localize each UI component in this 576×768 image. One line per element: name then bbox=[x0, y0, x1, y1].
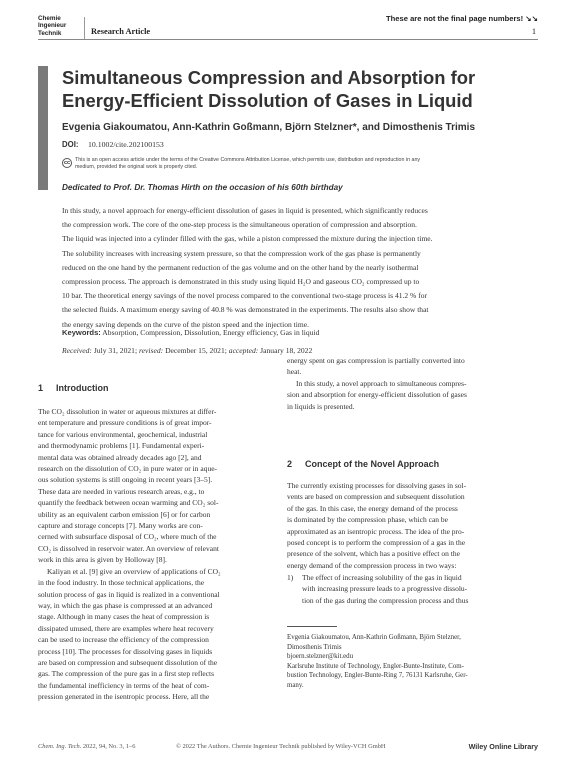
citation-details: 2022, 94, No. 3, 1–6 bbox=[81, 743, 136, 750]
text-line: approximated as an isentropic process. The idea of the pro- bbox=[287, 526, 465, 536]
title-line: Energy-Efficient Dissolution of Gases in Liquid bbox=[62, 90, 473, 111]
text-line: pression generated in the isentropic process. Here, all the bbox=[38, 692, 210, 702]
license-line: This is an open access article under the terms of the Creative Commons Attribution License, which permits use, distribution and reproduction in any bbox=[75, 157, 421, 163]
right-column-intro-continuation bbox=[287, 355, 537, 412]
text-line: In this study, a novel approach to simultaneous compres- bbox=[296, 378, 467, 388]
abstract-line: 10 bar. The theoretical energy savings of the novel process compared to the conventional two-stage process is 41.2 % for bbox=[62, 291, 428, 301]
section-number: 1 bbox=[38, 383, 44, 393]
dedication: Dedicated to Prof. Dr. Thomas Hirth on the occasion of his 60th birthday bbox=[62, 183, 343, 192]
revised-date: December 15, 2021; bbox=[163, 346, 229, 355]
text-line: work in this area is given by Holloway [8]. bbox=[38, 555, 167, 565]
text-line: research on the dissolution of CO₂ in pure water or in aque- bbox=[38, 464, 218, 474]
author-affiliation-footnote bbox=[287, 633, 537, 690]
header-rule bbox=[38, 39, 538, 40]
text-line: ent temperature and pressure conditions is of great impor- bbox=[38, 418, 212, 428]
text-line: quantify the feedback between ocean warming and CO₂ sol- bbox=[38, 498, 219, 508]
section-heading-introduction bbox=[38, 383, 109, 393]
license-line: medium, provided the original work is properly cited. bbox=[75, 164, 198, 171]
text-line: posed concept is to perform the compression of a gas in the bbox=[287, 538, 466, 548]
footnote-line: Dimosthenis Trimis bbox=[287, 643, 342, 651]
footnote-line: bustion Technology, Engler-Bunte-Ring 7, 76131 Karlsruhe, Ger- bbox=[287, 672, 468, 679]
footnote-line: many. bbox=[287, 681, 304, 689]
text-line: with increasing pressure leads to a progressive dissolu- bbox=[302, 584, 468, 594]
citation-journal: Chem. Ing. Tech. bbox=[38, 743, 82, 750]
text-line: tion of the gas during the compression process and thus bbox=[302, 595, 469, 605]
list-item-text bbox=[302, 572, 537, 606]
accepted-date: January 18, 2022 bbox=[258, 346, 313, 355]
article-dates bbox=[62, 346, 534, 355]
keywords-list: Absorption, Compression, Dissolution, Energy efficiency, Gas in liquid bbox=[100, 328, 320, 337]
received-date: July 31, 2021; bbox=[91, 346, 139, 355]
section-number: 2 bbox=[287, 459, 293, 469]
section-title: Introduction bbox=[56, 383, 109, 393]
text-line: process [10]. The processes for dissolving gases in liquids bbox=[38, 646, 213, 656]
text-line: CO₂ is dissolved in reservoir water. An overview of relevant bbox=[38, 543, 219, 553]
copyright-notice: © 2022 The Authors. Chemie Ingenieur Technik published by Wiley-VCH GmbH bbox=[176, 743, 386, 750]
text-line: heat. bbox=[287, 367, 302, 377]
received-label: Received: bbox=[62, 346, 92, 355]
text-line: the fundamental inefficiency in terms of the heat of com- bbox=[38, 680, 210, 690]
text-line: solution process of gas in liquid is realized in a conventional bbox=[38, 589, 220, 599]
text-line: in liquids is presented. bbox=[287, 401, 355, 411]
abstract-line: the compression work. The core of the one-step process is the simultaneous operation of compression and absorption. bbox=[62, 220, 417, 230]
header-separator bbox=[84, 17, 85, 39]
journal-logo-line: Ingenieur bbox=[38, 22, 67, 30]
text-line: The CO₂ dissolution in water or aqueous mixtures at differ- bbox=[38, 407, 217, 416]
text-line: energy spent on gas compression is partially converted into bbox=[287, 356, 465, 365]
doi-label: DOI: bbox=[62, 140, 79, 149]
text-line: vents are based on compression and subsequent dissolution bbox=[287, 492, 465, 502]
text-line: of the gas. In this case, the energy demand of the process bbox=[287, 503, 458, 513]
keywords bbox=[62, 328, 534, 337]
text-line: ous solution systems is still ongoing in recent years [3–5]. bbox=[38, 475, 213, 485]
text-line: The currently existing processes for dissolving gases in sol- bbox=[287, 481, 467, 490]
footnote-line: Evgenia Giakoumatou, Ann-Kathrin Goßmann, Björn Stelzner, bbox=[287, 634, 461, 641]
journal-logo-line: Chemie bbox=[38, 15, 61, 22]
doi-link[interactable]: 10.1002/cite.202100153 bbox=[88, 140, 164, 149]
section-title: Concept of the Novel Approach bbox=[305, 459, 440, 469]
text-line: dissipated unused, there are examples where heat recovery bbox=[38, 623, 214, 633]
abstract-line: The solubility increases with increasing system pressure, so that the compression work of the gas phase is permanently bbox=[62, 248, 421, 258]
creative-commons-icon: cc bbox=[63, 160, 71, 166]
page-number: 1 bbox=[531, 27, 536, 36]
title-line: Simultaneous Compression and Absorption for bbox=[62, 67, 476, 88]
abstract-line: the energy saving depends on the curve of the piston speed and the injection time. bbox=[62, 319, 309, 329]
text-line: are based on compression and subsequent dissolution of the bbox=[38, 657, 218, 667]
revised-label: revised: bbox=[138, 346, 164, 355]
text-line: way, in which the gas phase is compressed at an advanced bbox=[38, 600, 213, 610]
text-line: gas. The compression of the pure gas in a first step reflects bbox=[38, 669, 215, 679]
author-list: Evgenia Giakoumatou, Ann-Kathrin Goßmann, Björn Stelzner*, and Dimosthenis Trimis bbox=[62, 122, 476, 133]
footnote-rule bbox=[287, 626, 337, 627]
abstract-line: In this study, a novel approach for energy-efficient dissolution of gases in liquid is presented, which significantly reduces bbox=[62, 206, 428, 215]
text-line: cerned with subsurface disposal of CO₂, where much of the bbox=[38, 532, 217, 542]
text-line: in the food industry. In those technical applications, the bbox=[38, 578, 205, 588]
text-line: ubility as an equivalent carbon emission [6] or for carbon bbox=[38, 509, 211, 519]
journal-logo-line: Technik bbox=[38, 29, 62, 37]
text-line: presence of the solvent, which has a positive effect on the bbox=[287, 549, 460, 559]
wiley-online-library-logo[interactable]: Wiley Online Library bbox=[468, 742, 538, 751]
text-line: sion and absorption for energy-efficient dissolution of gases bbox=[287, 390, 467, 400]
text-line: mental data was obtained already decades ago [2], and bbox=[38, 452, 202, 462]
text-line: stage. Although in many cases the heat of compression is bbox=[38, 612, 210, 622]
list-item-number: 1) bbox=[287, 573, 294, 582]
journal-logo bbox=[38, 15, 86, 37]
keywords-label: Keywords: bbox=[62, 328, 101, 337]
right-column-text bbox=[287, 480, 537, 571]
abstract-line: the selected fluids. A maximum energy saving of 40.8 % was demonstrated in the experiments. The results also show that bbox=[62, 305, 429, 315]
text-line: and thermodynamic problems [1]. Fundamental experi- bbox=[38, 441, 205, 451]
section-heading-concept bbox=[287, 459, 439, 469]
text-line: The effect of increasing solubility of the gas in liquid bbox=[302, 573, 462, 582]
abstract bbox=[62, 204, 534, 332]
abstract-line: The liquid was injected into a cylinder filled with the gas, while a piston compressed the mixture during the injection time. bbox=[62, 234, 433, 244]
article-title bbox=[62, 66, 532, 112]
text-line: Kaliyan et al. [9] give an overview of applications of CO₂ bbox=[47, 566, 221, 576]
footnote-line: Karlsruhe Institute of Technology, Engler-Bunte-Institute, Com- bbox=[287, 662, 464, 670]
text-line: capture and storage concepts [7]. Many works are con- bbox=[38, 521, 203, 531]
final-page-note: These are not the final page numbers! ↘↘ bbox=[386, 14, 538, 23]
title-accent-bar bbox=[38, 66, 48, 190]
abstract-line: reduced on the one hand by the permanent reduction of the gas volume and on the other hand by the nearly isothermal bbox=[62, 262, 419, 272]
author-email-link[interactable]: bjoern.stelzner@kit.edu bbox=[287, 653, 354, 660]
article-type: Research Article bbox=[91, 27, 151, 36]
left-column-text bbox=[38, 406, 274, 703]
citation-footer bbox=[38, 743, 135, 750]
text-line: is dominated by the compression phase, which can be bbox=[287, 515, 449, 525]
text-line: tance for various environmental, geochemical, industrial bbox=[38, 429, 208, 439]
accepted-label: accepted: bbox=[228, 346, 259, 355]
text-line: energy demand of the compression process in two ways: bbox=[287, 560, 457, 570]
text-line: These data are needed in various research areas, e.g., to bbox=[38, 486, 205, 496]
text-line: can be used to increase the efficiency of the compression bbox=[38, 635, 209, 645]
abstract-line: compression process. The approach is demonstrated in this study using liquid H₂O and gaseous CO₂ compressed up to bbox=[62, 277, 420, 287]
license-notice bbox=[75, 157, 533, 172]
